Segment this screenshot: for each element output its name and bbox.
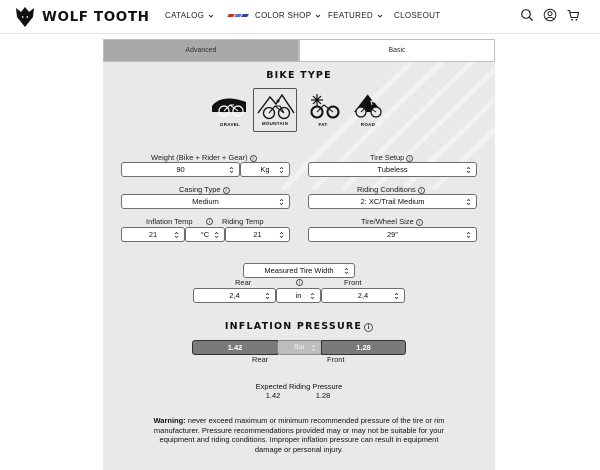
chevron-down-icon: [208, 13, 214, 19]
select-arrows-icon: [279, 166, 284, 174]
tire-setup-select[interactable]: [308, 162, 477, 177]
select-arrows-icon: [466, 198, 471, 206]
width-unit-value: in: [295, 291, 302, 300]
safety-warning: [148, 416, 450, 454]
front-width-value: 2,4: [357, 291, 369, 300]
casing-type-label-text: Casing Type: [179, 185, 221, 194]
select-arrows-icon: [310, 292, 315, 300]
spinner-icon[interactable]: [279, 231, 284, 239]
pressure-unit-select[interactable]: [277, 340, 322, 355]
tire-setup-value: Tubeless: [377, 165, 408, 174]
front-width-label: Front: [344, 278, 362, 287]
info-icon[interactable]: i: [406, 155, 413, 162]
select-arrows-icon: [279, 198, 284, 206]
spinner-icon[interactable]: [394, 292, 399, 300]
tab-basic[interactable]: Basic: [299, 39, 495, 62]
tab-advanced[interactable]: Advanced: [103, 39, 299, 62]
tire-width-mode-value: Measured Tire Width: [264, 266, 334, 275]
riding-temp-label: Riding Temp: [222, 217, 264, 226]
info-icon[interactable]: i: [250, 155, 257, 162]
front-pressure-result: 1.28: [321, 340, 406, 355]
chevron-down-icon: [377, 13, 383, 19]
bike-option-label: GRAVEL: [219, 122, 241, 127]
select-arrows-icon: [311, 344, 316, 352]
info-icon[interactable]: i: [223, 187, 230, 194]
nav-closeout[interactable]: [394, 11, 440, 20]
pressure-unit-value: Bar: [294, 344, 305, 351]
riding-conditions-select[interactable]: [308, 194, 477, 209]
nav-catalog-label: CATALOG: [165, 11, 205, 20]
tire-setup-label: [370, 153, 413, 162]
info-icon[interactable]: i: [296, 279, 303, 286]
riding-conditions-label-text: Riding Conditions: [357, 185, 416, 194]
search-icon[interactable]: [520, 8, 534, 22]
bike-option-label: ROAD: [360, 122, 376, 127]
info-icon[interactable]: i: [418, 187, 425, 194]
bike-option-label: MOUNTAIN: [261, 121, 289, 126]
riding-conditions-value: 2: XC/Trail Medium: [360, 197, 425, 206]
wolf-head-icon: [14, 5, 36, 29]
nav-featured-label: FEATURED: [328, 11, 373, 20]
bike-option-label: FAT: [318, 122, 328, 127]
nav-featured[interactable]: [328, 11, 383, 20]
rear-width-label: Rear: [235, 278, 252, 287]
spinner-icon[interactable]: [229, 166, 234, 174]
bike-option-mountain[interactable]: [253, 88, 297, 132]
fat-bike-icon: [303, 92, 343, 120]
spinner-icon[interactable]: [265, 292, 270, 300]
bike-type-title: BIKE TYPE: [266, 70, 332, 81]
casing-type-value: Medium: [192, 197, 219, 206]
riding-conditions-label: [357, 185, 425, 194]
background-stripes: [103, 39, 495, 470]
bike-option-gravel[interactable]: [208, 88, 252, 132]
tire-setup-label-text: Tire Setup: [370, 153, 405, 162]
info-icon[interactable]: i: [206, 218, 213, 225]
nav-closeout-label: CLOSEOUT: [394, 11, 441, 20]
width-unit-select[interactable]: [276, 288, 321, 303]
weight-value: 90: [176, 165, 185, 174]
temp-unit-value: °C: [200, 230, 210, 239]
inflation-pressure-title: [103, 321, 495, 332]
riding-temp-value: 21: [253, 230, 262, 239]
select-arrows-icon: [344, 267, 349, 275]
tire-wheel-size-label-text: Tire/Wheel Size: [361, 217, 414, 226]
rear-width-input[interactable]: [193, 288, 276, 303]
warning-prefix: Warning:: [153, 416, 186, 425]
tire-wheel-size-label: [361, 217, 423, 226]
chevron-down-icon: [315, 13, 321, 19]
nav-color-shop[interactable]: [228, 11, 321, 20]
bike-option-road[interactable]: [346, 88, 390, 132]
mode-tabs: [103, 39, 495, 62]
weight-label-text: Weight (Bike + Rider + Gear): [151, 153, 248, 162]
select-arrows-icon: [214, 231, 219, 239]
info-icon[interactable]: i: [364, 323, 373, 332]
brand-name: WOLF TOOTH: [42, 9, 150, 25]
cart-icon[interactable]: [566, 8, 580, 22]
front-width-input[interactable]: [321, 288, 405, 303]
select-arrows-icon: [466, 231, 471, 239]
user-icon[interactable]: [543, 8, 557, 22]
tire-wheel-size-value: 29": [386, 230, 398, 239]
mountain-bike-icon: [256, 93, 296, 121]
riding-temp-input[interactable]: [225, 227, 290, 242]
inflation-temp-label: Inflation Temp: [146, 217, 193, 226]
info-icon[interactable]: i: [416, 219, 423, 226]
weight-unit-value: Kg: [260, 165, 270, 174]
site-header: [0, 0, 600, 34]
gravel-bike-icon: [210, 92, 250, 120]
front-pressure-label: Front: [327, 355, 345, 364]
casing-type-select[interactable]: [121, 194, 290, 209]
road-bike-icon: [348, 92, 388, 120]
expected-rear-value: 1.42: [265, 391, 281, 400]
weight-input[interactable]: [121, 162, 240, 177]
rear-width-value: 2,4: [229, 291, 240, 300]
inflation-temp-input[interactable]: [121, 227, 185, 242]
warning-text: never exceed maximum or minimum recommended pressure of the tire or rim manufacturer. Pressure recommendations provided may or may not be suitable for your equipment and riding conditions. Improper inflation pressure can result in equipment damage or personal injury.: [153, 416, 445, 454]
rear-pressure-label: Rear: [252, 355, 269, 364]
tire-width-mode-select[interactable]: [243, 263, 355, 278]
bike-option-fat[interactable]: [301, 88, 345, 132]
expected-front-value: 1.28: [315, 391, 331, 400]
select-arrows-icon: [466, 166, 471, 174]
color-stripes-icon: [228, 14, 248, 17]
expected-pressure-title: Expected Riding Pressure: [255, 382, 343, 391]
casing-type-label: [179, 185, 230, 194]
pressure-calculator: [103, 39, 495, 470]
spinner-icon[interactable]: [174, 231, 179, 239]
weight-label: [151, 153, 257, 162]
tire-wheel-size-select[interactable]: [308, 227, 477, 242]
temp-unit-select[interactable]: [185, 227, 225, 242]
inflation-pressure-title-text: INFLATION PRESSURE: [224, 321, 363, 332]
rear-pressure-result: 1.42: [192, 340, 278, 355]
inflation-temp-value: 21: [148, 230, 158, 239]
nav-catalog[interactable]: [165, 11, 214, 20]
brand-logo[interactable]: [14, 5, 150, 29]
weight-unit-select[interactable]: [240, 162, 290, 177]
nav-color-shop-label: COLOR SHOP: [255, 11, 312, 20]
